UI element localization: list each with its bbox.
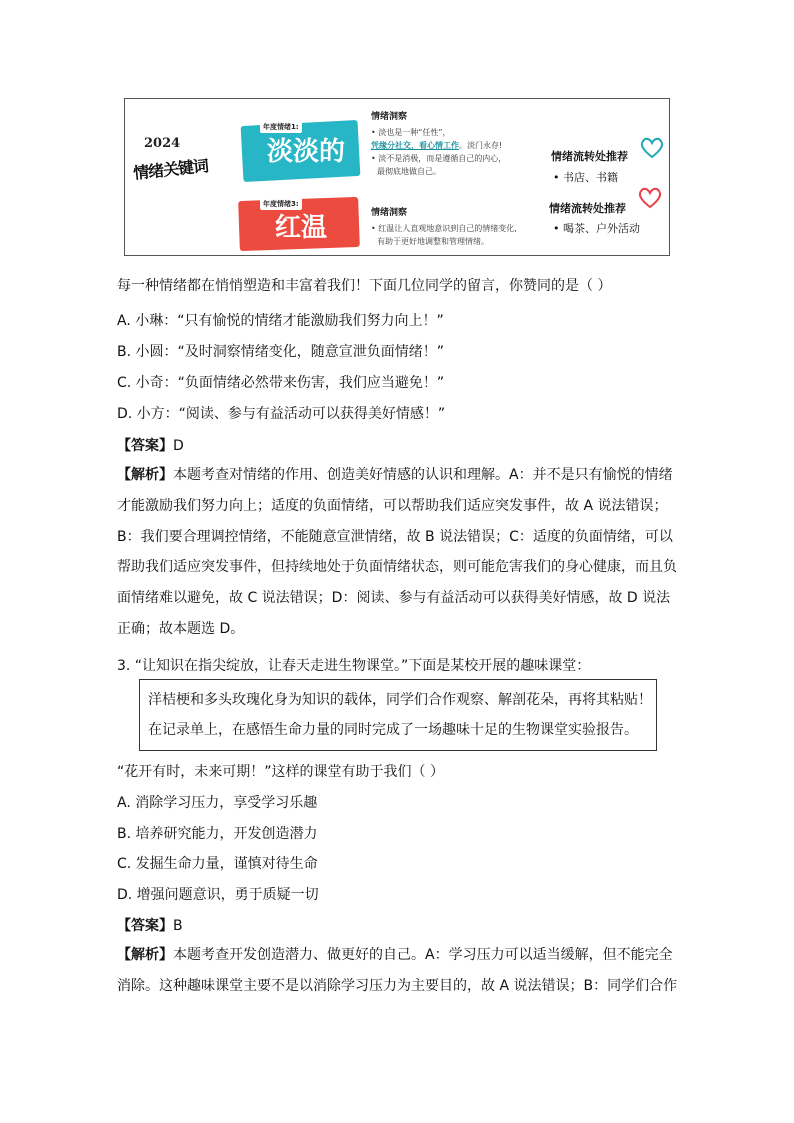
material-line: 在记录单上，在感悟生命力量的同时完成了一场趣味十足的生物课堂实验报告。 [148,722,638,738]
analysis-text: 正确；故本题选 D。 [117,620,245,637]
emotion2-tag: 年度情绪3: [260,198,302,210]
emotion1-recommend-item: • 书店、书籍 [553,171,618,184]
answer-value: B [173,918,183,934]
answer-value: D [173,438,184,454]
emotion2-insight-line: • 红温让人直观地意识到自己的情绪变化, [371,224,517,233]
q3-material-box [139,679,657,751]
emotion1-insight-line: • 淡也是一种“任性”， [371,128,451,137]
analysis-text: 才能激励我们努力向上；适度的负面情绪，可以帮助我们适应突发事件，故 A 说法错误； [117,497,668,514]
heart-icon [639,137,665,159]
emotion2-recommend-item: • 喝茶、户外活动 [553,222,640,235]
emotion2-recommend-title: 情绪流转处推荐 [549,202,626,215]
q2-answer [117,436,184,456]
emotion2-word: 红温 [275,213,328,243]
emotion2-insight-line: 有助于更好地调整和管理情绪。 [377,237,489,246]
figure-year: 2024 [144,136,181,151]
q3-option-c: C. 发掘生命力量，谨慎对待生命 [117,856,318,872]
q3-analysis [117,940,679,1002]
q2-option-d: D. 小方：“阅读、参与有益活动可以获得美好情感！” [117,406,446,422]
q2-stem: 每一种情绪都在悄悄塑造和丰富着我们！下面几位同学的留言，你赞同的是（ ） [117,278,612,294]
material-line: 洋桔梗和多头玫瑰化身为知识的载体，同学们合作观察、解剖花朵，再将其粘贴！ [148,692,652,708]
q2-option-c: C. 小奇：“负面情绪必然带来伤害，我们应当避免！” [117,375,445,391]
emotion1-recommend-title: 情绪流转处推荐 [551,150,628,163]
q3-option-b: B. 培养研究能力，开发创造潜力 [117,826,318,842]
emotion1-insight-line: 最彻底地做自己。 [377,167,441,176]
analysis-text: 消除。这种趣味课堂主要不是以消除学习压力为主要目的，故 A 说法错误；B：同学们合作 [117,977,678,994]
heart-icon [637,187,663,209]
emotion1-insight-line [371,140,502,152]
analysis-text: 面情绪难以避免，故 C 说法错误；D：阅读、参与有益活动可以获得美好情感，故 D 说法 [117,590,671,607]
q3-option-d: D. 增强问题意识，勇于质疑一切 [117,887,319,903]
q3-option-a: A. 消除学习压力，享受学习乐趣 [117,795,318,811]
analysis-text: 本题考查对情绪的作用、创造美好情感的认识和理解。A：并不是只有愉悦的情绪 [173,467,673,483]
analysis-label: 【解析】 [117,947,173,963]
analysis-text: 帮助我们适应突发事件，但持续地处于负面情绪状态，则可能危害我们的身心健康，而且负 [117,559,677,576]
emotion1-word: 淡淡的 [267,137,346,167]
q2-option-a: A. 小琳：“只有愉悦的情绪才能激励我们努力向上！” [117,313,444,329]
q2-analysis [117,460,679,645]
emotion-keywords-figure [124,98,670,256]
q3-stem: 3. “让知识在指尖绽放，让春天走进生物课堂。”下面是某校开展的趣味课堂： [117,658,591,674]
q2-option-b: B. 小圆：“及时洞察情绪变化，随意宣泄负面情绪！” [117,344,445,360]
analysis-text: B：我们要合理调控情绪，不能随意宣泄情绪，故 B 说法错误；C：适度的负面情绪，可以 [117,528,673,545]
figure-keyword-title: 情绪关键词 [132,156,209,183]
q3-answer [117,916,183,936]
analysis-text: 本题考查开发创造潜力、做更好的自己。A：学习压力可以适当缓解，但不能完全 [173,947,673,963]
analysis-label: 【解析】 [117,467,173,483]
emotion2-insight-title: 情绪洞察 [371,208,408,218]
emotion1-insight-rest: 。淡门永存! [459,141,503,150]
emotion1-tag: 年度情绪1: [260,121,302,133]
emotion1-insight-highlight: 凭缘分社交，看心情工作 [371,141,459,150]
answer-label: 【答案】 [117,438,173,454]
emotion1-insight-line: • 淡不是消极，而是遵循自己的内心， [371,154,507,163]
emotion1-insight-title: 情绪洞察 [371,112,408,122]
answer-label: 【答案】 [117,918,173,934]
q3-question: “花开有时，未来可期！”这样的课堂有助于我们（ ） [117,764,444,780]
